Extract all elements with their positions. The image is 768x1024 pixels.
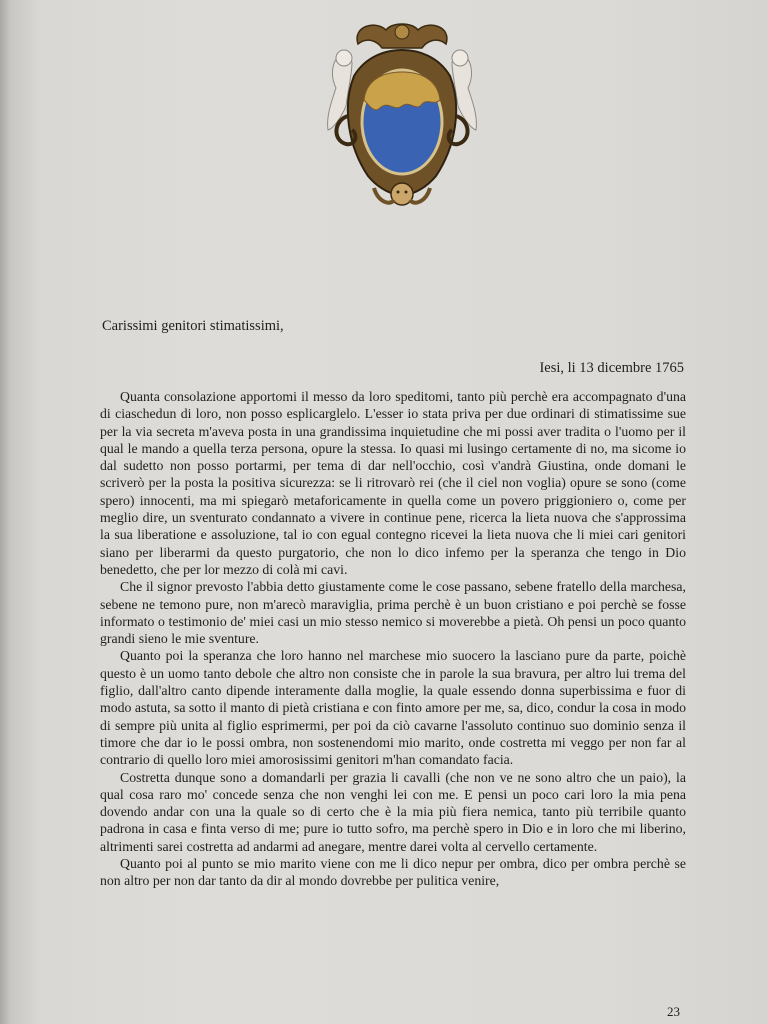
coat-of-arms-icon bbox=[318, 16, 486, 212]
letter-dateline: Iesi, li 13 dicembre 1765 bbox=[539, 360, 684, 376]
page-number: 23 bbox=[667, 1004, 680, 1019]
letter-paragraph: Costretta dunque sono a domandarli per grazia li cavalli (che non ve ne sono altro che un paio), la qual cosa raro mo' concede senza che non venghi lei con me. E pensi un poco cari loro la mia pena dovendo andar con una la quale so di certo che è la mia più fiera nemica, tanto più terribile quanto padrona in casa e finta verso di me; pure io tutto sofro, ma perchè spero in Dio e in loro che mi liberino, altrimenti sarei costretta ad andarmi ad anegare, mentre darei volta al cervello certamente. bbox=[100, 769, 686, 854]
letter-paragraph: Quanto poi al punto se mio marito viene con me li dico nepur per ombra, dico per ombra perchè se non altro per non dar tanto da dir al mondo dovrebbe per pulitica venire, bbox=[100, 856, 686, 889]
letter-paragraph: Quanto poi la speranza che loro hanno nel marchese mio suocero la lasciano pure da parte, poichè questo è un uomo tanto debole che altro non consiste che in parole la sua bravura, per altro lui trema del figlio, dall'altro canto dipende interamente dalla moglie, la quale essendo donna superbissima e fuor di modo astuta, sa sotto il manto di pietà cristiana e con finto amore per me, sa, dico, condur la cosa in modo di sempre più unita al figlio esprimermi, per poi da ciò cavarne l'assoluto continuo suo dominio senza il timore che dar io le possi ombra, non sostenendomi mio marito, onde costretta mi veggo per non far al contrario di quello loro miei amorosissimi genitori m'han comandato facia. bbox=[100, 648, 686, 768]
letter-body bbox=[100, 388, 686, 890]
letter-salutation: Carissimi genitori stimatissimi, bbox=[102, 318, 284, 334]
letter-paragraph: Che il signor prevosto l'abbia detto giustamente come le cose passano, sebene fratello della marchesa, sebene ne temono pure, non m'arecò maraviglia, prima perchè è un buon cristiano e poi perchè se fosse informato o testimonio de' miei casi un mio stesso nemico si moverebbe a pietà. Oh pensi un poco quanto grandi sieno le mie sventure. bbox=[100, 579, 686, 647]
letter-paragraph: Quanta consolazione apportomi il messo da loro speditomi, tanto più perchè era accompagnato d'una di ciaschedun di loro, non posso esplicarglelo. L'esser io stata priva per due ordinari di stimatissime sue per la via secreta m'aveva posta in una grandissima inquietudine che mi possi aver tradita o l'uomo per il qual le mando a quella terza persona, opure la stessa. Io quasi mi lusingo certamente di no, ma sicome io dal sudetto non posso portarmi, per tema di dar nell'occhio, così v'andrà Giustina, onde domani le scriverò per la posta la positiva sicurezza: se li ritrovarò rei (che il ciel non voglia) opure se sono (come spero) innocenti, ma mi spiegarò metaforicamente in quella come un povero priggioniero o, come per meglio dire, un sventurato condannato a vivere in continue pene, ricerca la lieta nuova che s'approssima la sua liberatione e assoluzione, tal io con egual contegno ricevei la lieta nuova che li miei cari genitori siano per liberarmi da questo purgatorio, che non lo dico infemo per la speranza che tengo in Dio benedetto, che per lor mezzo di colà mi cavi. bbox=[100, 389, 686, 577]
